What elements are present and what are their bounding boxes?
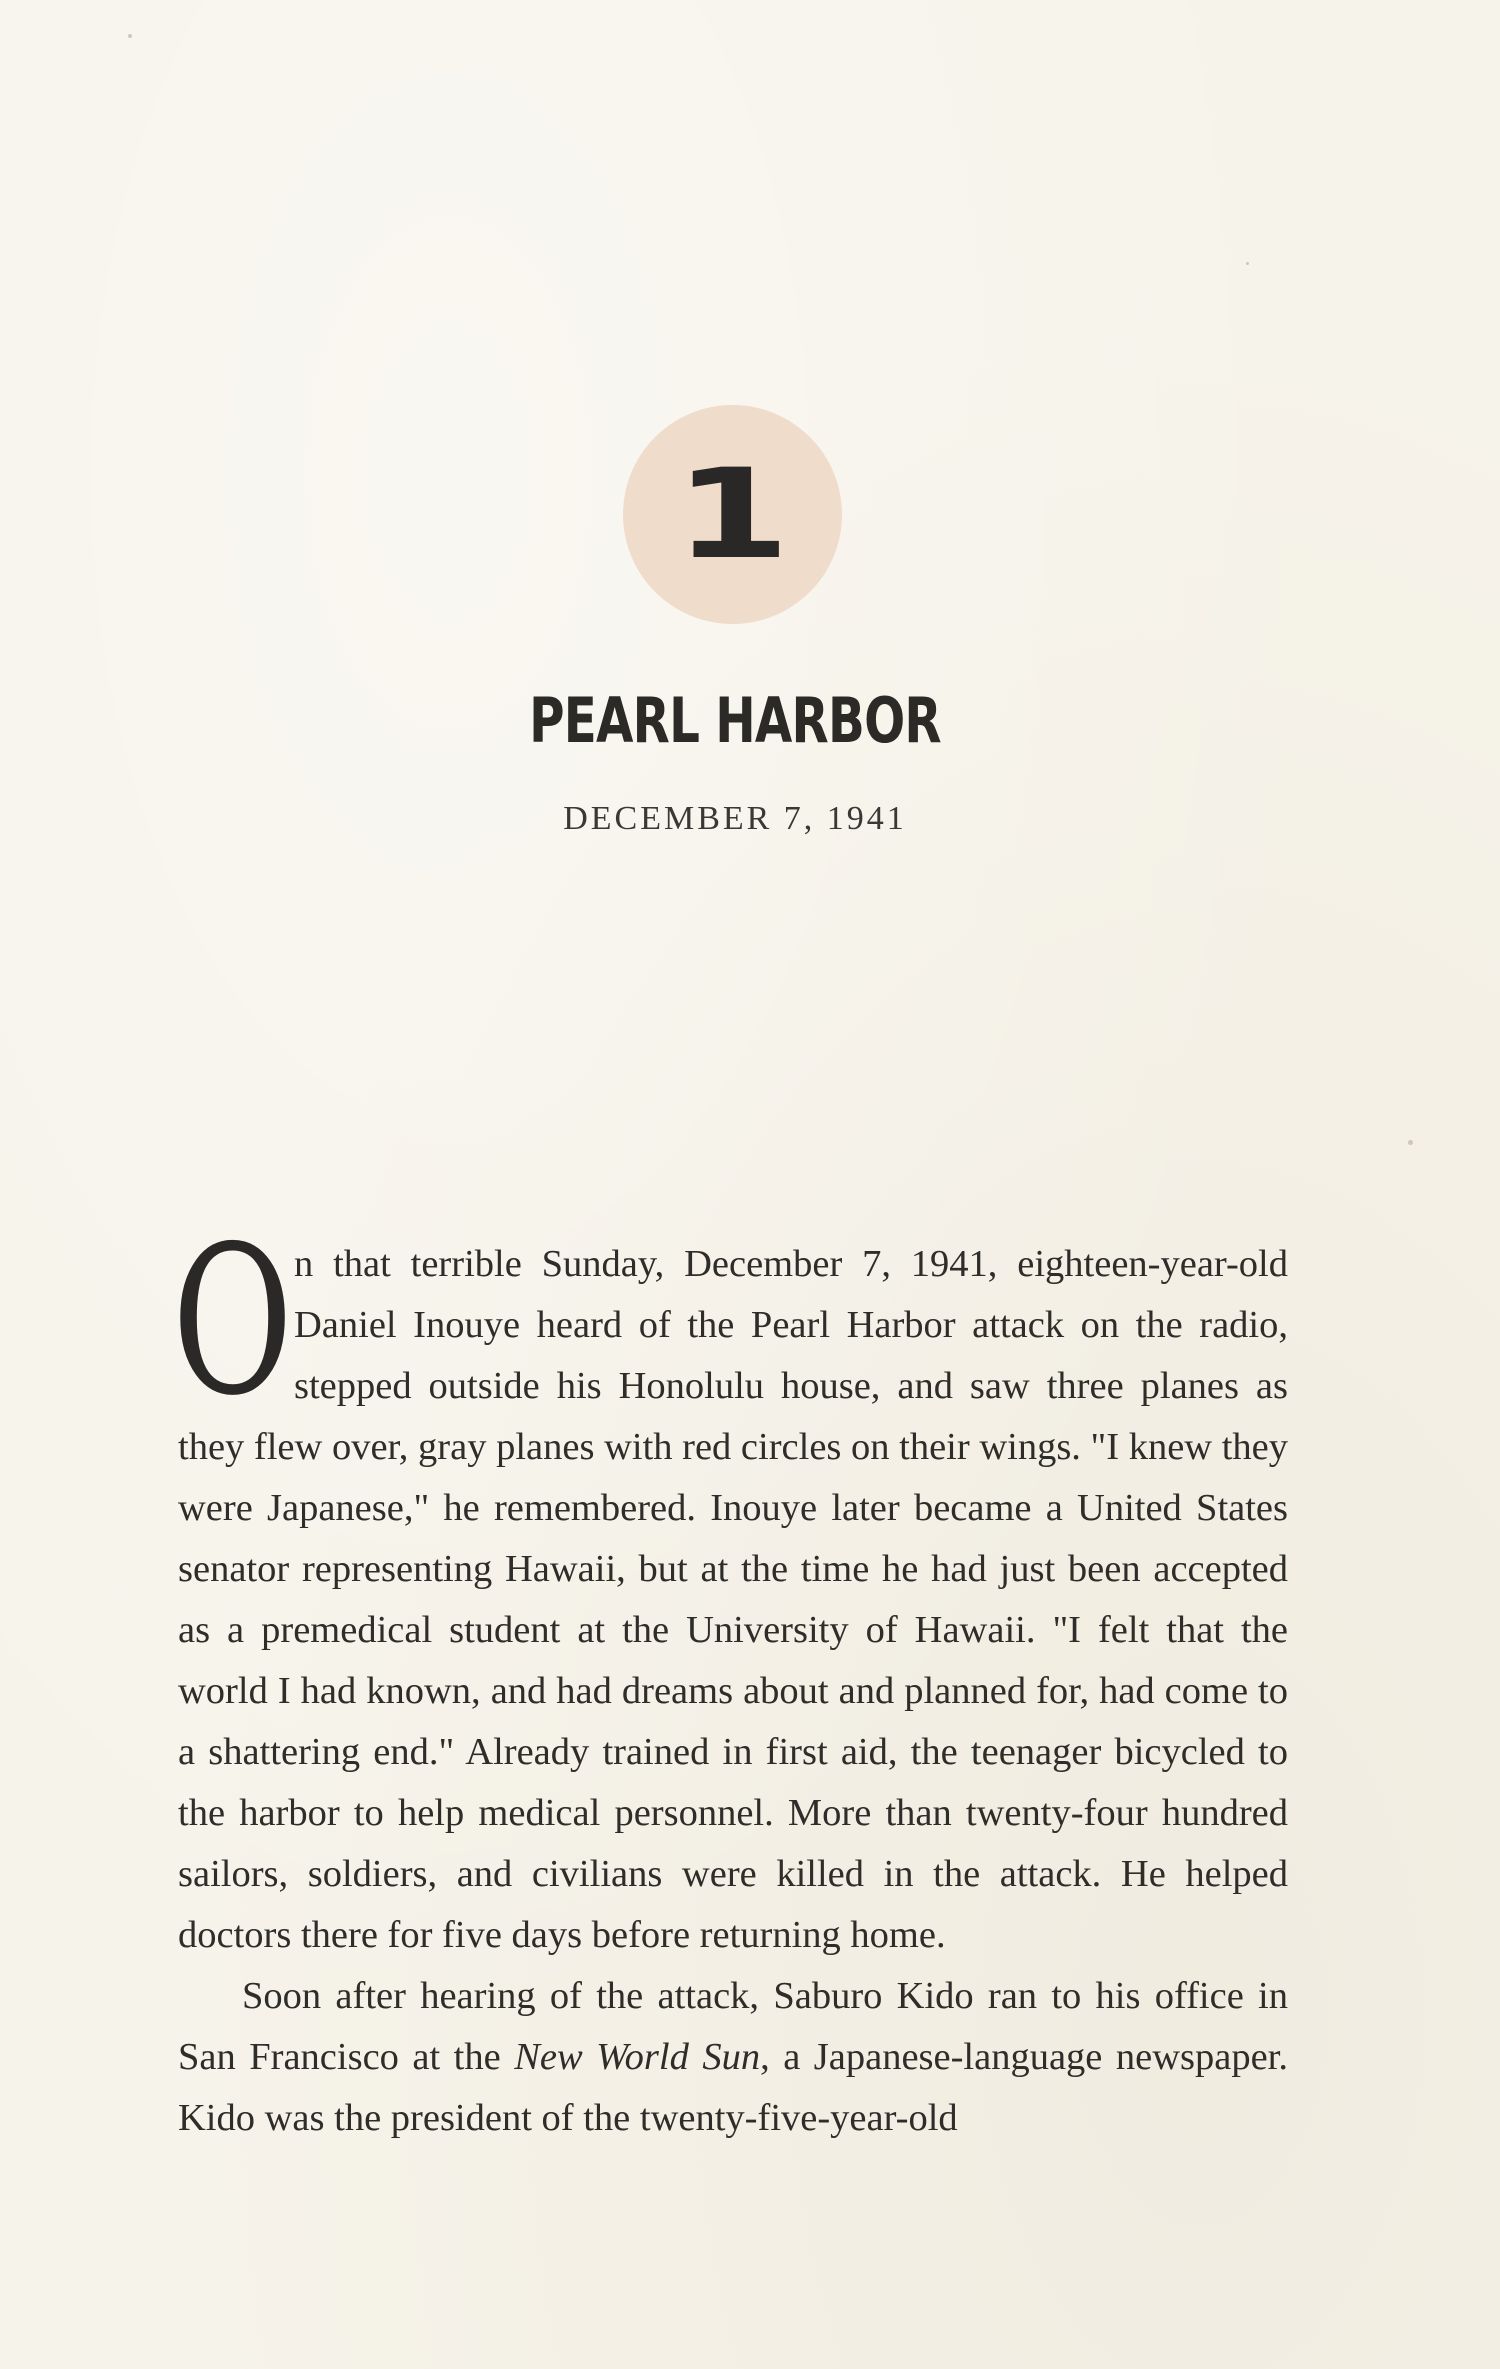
newspaper-title: New World Sun <box>514 2036 761 2078</box>
paragraph-1-text: n that terrible Sunday, December 7, 1941, eighteen-year-old Daniel Inouye heard of the Pearl Harbor attack on the radio, stepped outside his Honolulu house, and saw three planes as they flew over, gray planes with red circles on their wings. "I knew they were Japanese," he remembered. Inouye later became a United States senator representing Hawaii, but at the time he had just been accepted as a premedical student at the University of Hawaii. "I felt that the world I had known, and had dreams about and planned for, had come to a shattering end." Already trained in first aid, the teenager bicycled to the harbor to help medical personnel. More than twenty-four hundred sailors, soldiers, and civilians were killed in the attack. He helped doctors there for five days before returning home. <box>178 1243 1289 1956</box>
chapter-body <box>172 1203 1289 2149</box>
chapter-number: 1 <box>674 442 791 587</box>
chapter-title: PEARL HARBOR <box>529 684 941 757</box>
paper-speck <box>1408 1140 1413 1145</box>
paper-speck <box>128 34 132 38</box>
chapter-number-badge <box>623 405 842 624</box>
paragraph-2-end: , a Japanese-language newspaper. Kido was the president of the twenty-five-year-old <box>178 2036 1288 2139</box>
paragraph-2 <box>178 1966 1288 2149</box>
paper-speck <box>1246 262 1249 265</box>
paragraph-1 <box>172 1203 1289 1966</box>
drop-cap: O <box>172 1203 294 1441</box>
paragraph-2-start: Soon after hearing of the attack, Saburo Kido ran to his office in San Francisco at the <box>178 1975 1288 2078</box>
chapter-date: DECEMBER 7, 1941 <box>563 800 907 837</box>
